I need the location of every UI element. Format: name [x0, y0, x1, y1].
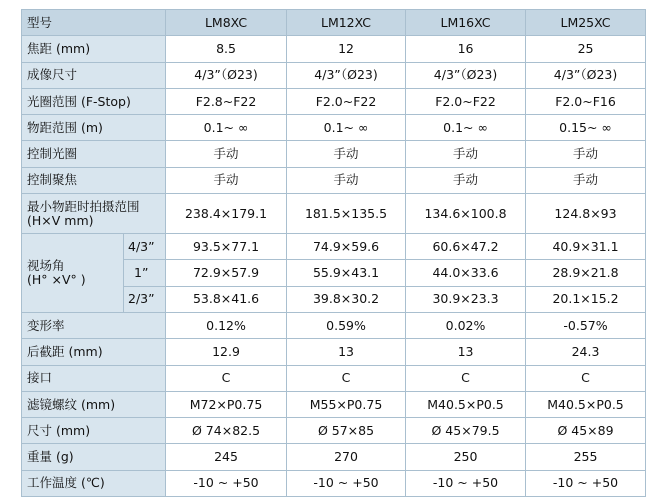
spec-cell: M72×P0.75: [166, 391, 287, 417]
spec-cell: 8.5: [166, 36, 287, 62]
spec-cell: 13: [287, 339, 406, 365]
spec-cell: 93.5×77.1: [166, 234, 287, 260]
row-label: 尺寸 (mm): [22, 418, 166, 444]
spec-cell: M40.5×P0.5: [526, 391, 646, 417]
spec-cell: 16: [406, 36, 526, 62]
spec-cell: -10 ~ +50: [166, 470, 287, 496]
spec-cell: 4/3”（Ø23): [406, 62, 526, 88]
spec-cell: -10 ~ +50: [406, 470, 526, 496]
spec-cell: 40.9×31.1: [526, 234, 646, 260]
spec-cell: C: [166, 365, 287, 391]
model-label: 型号: [22, 10, 166, 36]
spec-row-focal-length: [22, 36, 646, 62]
spec-cell: 4/3”（Ø23): [526, 62, 646, 88]
row-label-two-line: [22, 194, 166, 234]
spec-cell: 0.15~ ∞: [526, 115, 646, 141]
spec-cell: 手动: [526, 141, 646, 167]
spec-cell: -10 ~ +50: [287, 470, 406, 496]
spec-cell: M55×P0.75: [287, 391, 406, 417]
model-name: LM12XC: [287, 10, 406, 36]
spec-cell: 255: [526, 444, 646, 470]
spec-row-distortion: [22, 312, 646, 338]
spec-cell: 手动: [166, 141, 287, 167]
row-label-line: (H° ×V° ): [27, 272, 86, 288]
spec-cell: 55.9×43.1: [287, 260, 406, 286]
spec-row-min-range: [22, 194, 646, 234]
row-label: 变形率: [22, 312, 166, 338]
spec-cell: 12: [287, 36, 406, 62]
spec-cell: 270: [287, 444, 406, 470]
lens-spec-sheet: [21, 9, 645, 497]
spec-row-weight: [22, 444, 646, 470]
spec-cell: 20.1×15.2: [526, 286, 646, 312]
spec-cell: 手动: [406, 167, 526, 193]
spec-cell: C: [406, 365, 526, 391]
spec-row-view-angle: [22, 234, 646, 260]
spec-cell: Ø 74×82.5: [166, 418, 287, 444]
row-label: 成像尺寸: [22, 62, 166, 88]
row-label-line: 视场角: [27, 258, 65, 274]
spec-cell: -10 ~ +50: [526, 470, 646, 496]
spec-cell: F2.8~F22: [166, 88, 287, 114]
row-label: 接口: [22, 365, 166, 391]
spec-cell: 0.59%: [287, 312, 406, 338]
spec-row-filter-thread: [22, 391, 646, 417]
spec-cell: -0.57%: [526, 312, 646, 338]
row-label: 控制聚焦: [22, 167, 166, 193]
spec-cell: 44.0×33.6: [406, 260, 526, 286]
spec-cell: 手动: [287, 167, 406, 193]
row-label: 重量 (g): [22, 444, 166, 470]
row-label: 物距范围 (m): [22, 115, 166, 141]
sensor-format-label: 2/3”: [124, 286, 166, 312]
row-label: 控制光圈: [22, 141, 166, 167]
spec-cell: 4/3”（Ø23): [166, 62, 287, 88]
spec-cell: 4/3”（Ø23): [287, 62, 406, 88]
sensor-format-label: 1”: [124, 260, 166, 286]
spec-cell: C: [526, 365, 646, 391]
spec-cell: 30.9×23.3: [406, 286, 526, 312]
spec-cell: 60.6×47.2: [406, 234, 526, 260]
spec-cell: M40.5×P0.5: [406, 391, 526, 417]
spec-cell: F2.0~F16: [526, 88, 646, 114]
spec-cell: 181.5×135.5: [287, 194, 406, 234]
row-label: 工作温度 (℃): [22, 470, 166, 496]
spec-cell: 250: [406, 444, 526, 470]
row-label: 滤镜螺纹 (mm): [22, 391, 166, 417]
spec-row-image-size: [22, 62, 646, 88]
spec-cell: F2.0~F22: [406, 88, 526, 114]
model-name: LM25XC: [526, 10, 646, 36]
spec-cell: 13: [406, 339, 526, 365]
spec-cell: C: [287, 365, 406, 391]
model-name: LM16XC: [406, 10, 526, 36]
spec-cell: 手动: [526, 167, 646, 193]
spec-cell: 手动: [166, 167, 287, 193]
lens-spec-table: [21, 9, 646, 497]
spec-row-object-distance: [22, 115, 646, 141]
spec-cell: 28.9×21.8: [526, 260, 646, 286]
spec-cell: Ø 45×89: [526, 418, 646, 444]
spec-cell: 238.4×179.1: [166, 194, 287, 234]
spec-cell: 72.9×57.9: [166, 260, 287, 286]
spec-cell: 手动: [287, 141, 406, 167]
spec-cell: 53.8×41.6: [166, 286, 287, 312]
spec-row-iris-control: [22, 141, 646, 167]
spec-cell: 134.6×100.8: [406, 194, 526, 234]
spec-cell: Ø 45×79.5: [406, 418, 526, 444]
row-label-two-line: [22, 234, 124, 313]
header-row: [22, 10, 646, 36]
spec-cell: 245: [166, 444, 287, 470]
spec-row-focus-control: [22, 167, 646, 193]
spec-cell: 74.9×59.6: [287, 234, 406, 260]
row-label-line: 最小物距时拍摄范围: [27, 198, 140, 214]
sensor-format-label: 4/3”: [124, 234, 166, 260]
spec-cell: 124.8×93: [526, 194, 646, 234]
spec-row-aperture-range: [22, 88, 646, 114]
spec-row-mount: [22, 365, 646, 391]
spec-cell: 24.3: [526, 339, 646, 365]
spec-cell: 39.8×30.2: [287, 286, 406, 312]
spec-cell: 手动: [406, 141, 526, 167]
spec-row-back-focus: [22, 339, 646, 365]
row-label: 焦距 (mm): [22, 36, 166, 62]
row-label-line: (H×V mm): [27, 212, 94, 228]
spec-row-dimensions: [22, 418, 646, 444]
row-label: 后截距 (mm): [22, 339, 166, 365]
spec-cell: F2.0~F22: [287, 88, 406, 114]
spec-cell: Ø 57×85: [287, 418, 406, 444]
spec-cell: 25: [526, 36, 646, 62]
spec-cell: 0.1~ ∞: [166, 115, 287, 141]
spec-cell: 12.9: [166, 339, 287, 365]
spec-cell: 0.1~ ∞: [406, 115, 526, 141]
spec-cell: 0.02%: [406, 312, 526, 338]
row-label: 光圈范围 (F-Stop): [22, 88, 166, 114]
spec-cell: 0.1~ ∞: [287, 115, 406, 141]
model-name: LM8XC: [166, 10, 287, 36]
spec-row-operating-temperature: [22, 470, 646, 496]
spec-cell: 0.12%: [166, 312, 287, 338]
